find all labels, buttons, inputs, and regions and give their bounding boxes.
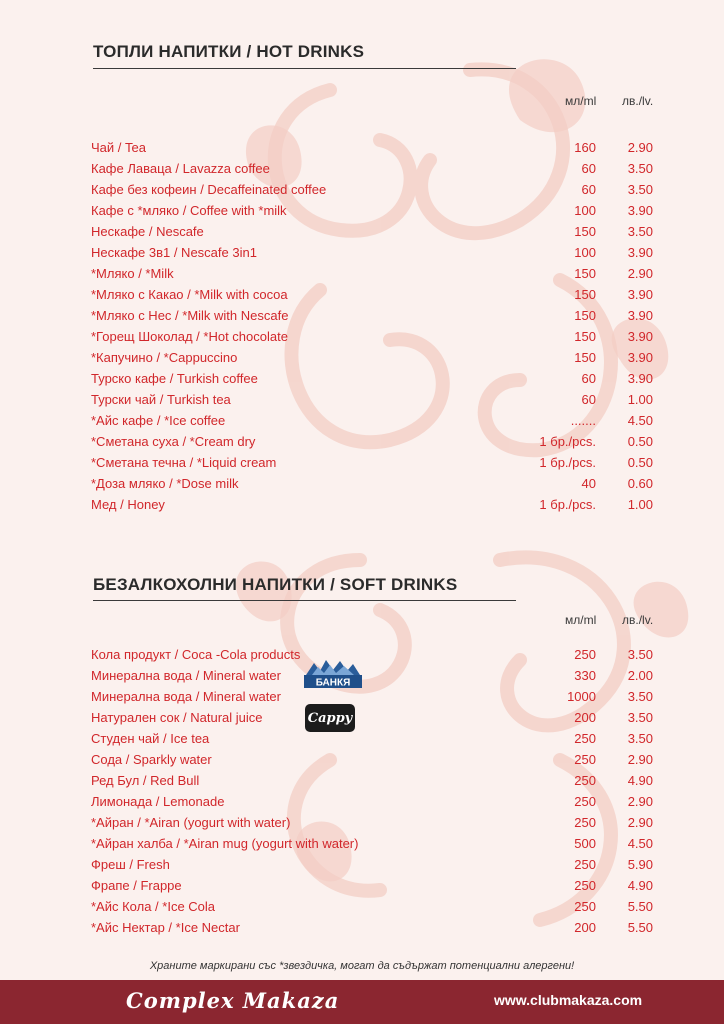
item-price: 4.90: [627, 773, 653, 788]
item-quantity: 150: [574, 350, 596, 365]
item-name: Студен чай / Ice tea: [91, 731, 210, 746]
menu-row: [0, 836, 724, 857]
bankya-logo-text: БАНКЯ: [315, 677, 351, 689]
soft-drinks-title: БЕЗАЛКОХОЛНИ НАПИТКИ / SOFT DRINKS: [93, 575, 458, 594]
item-name: Лимонада / Lemonade: [91, 794, 225, 809]
item-name: Сода / Sparkly water: [91, 752, 212, 767]
menu-row: [0, 245, 724, 266]
item-name: *Айс Кола / *Ice Cola: [91, 899, 216, 914]
cappy-logo: Cappy: [305, 704, 355, 732]
menu-row: [0, 455, 724, 476]
item-quantity: 60: [581, 182, 596, 197]
item-price: 3.90: [627, 287, 653, 302]
item-name: Минерална вода / Mineral water: [91, 689, 281, 704]
item-name: *Капучино / *Cappuccino: [91, 350, 238, 365]
item-name: *Доза мляко / *Dose milk: [91, 476, 239, 491]
item-price: 5.50: [627, 920, 653, 935]
soft-drinks-price-header: лв./lv.: [622, 613, 654, 627]
item-quantity: 200: [574, 920, 596, 935]
item-quantity: 250: [574, 731, 596, 746]
item-name: Турски чай / Turkish tea: [91, 392, 231, 407]
item-quantity: 1 бр./pcs.: [539, 455, 596, 470]
item-price: 1.00: [627, 497, 653, 512]
item-quantity: 150: [574, 287, 596, 302]
brand-name: Complex Makaza: [126, 988, 340, 1013]
item-price: 5.50: [627, 899, 653, 914]
hot-drinks-title: ТОПЛИ НАПИТКИ / HOT DRINKS: [93, 42, 365, 61]
item-price: 3.90: [627, 203, 653, 218]
menu-row: [0, 731, 724, 752]
item-name: Кафе с *мляко / Coffee with *milk: [91, 203, 287, 218]
item-name: Кола продукт / Coca -Cola products: [91, 647, 301, 662]
menu-row: [0, 497, 724, 518]
item-name: *Мляко / *Milk: [91, 266, 174, 281]
menu-row: [0, 287, 724, 308]
item-quantity: 1000: [567, 689, 596, 704]
item-name: Нескафе 3в1 / Nescafe 3in1: [91, 245, 257, 260]
item-price: 2.90: [627, 266, 653, 281]
item-quantity: 250: [574, 878, 596, 893]
item-name: Турско кафе / Turkish coffee: [91, 371, 258, 386]
item-quantity: 150: [574, 329, 596, 344]
item-price: 2.00: [627, 668, 653, 683]
item-quantity: 250: [574, 752, 596, 767]
menu-row: [0, 413, 724, 434]
menu-row: [0, 878, 724, 899]
bankya-logo: [304, 657, 362, 691]
hot-drinks-price-header: лв./lv.: [622, 94, 654, 108]
menu-row: [0, 773, 724, 794]
item-name: *Сметана течна / *Liquid cream: [91, 455, 277, 470]
item-name: Фрапе / Frappe: [91, 878, 182, 893]
item-price: 3.90: [627, 245, 653, 260]
item-price: 0.50: [627, 455, 653, 470]
item-price: 3.90: [627, 329, 653, 344]
item-quantity: 60: [581, 161, 596, 176]
item-name: *Айс Нектар / *Ice Nectar: [91, 920, 240, 935]
soft-drinks-qty-header: мл/ml: [565, 613, 597, 627]
item-quantity: 160: [574, 140, 596, 155]
menu-row: [0, 899, 724, 920]
item-price: 0.50: [627, 434, 653, 449]
item-name: *Горещ Шоколад / *Hot chocolate: [91, 329, 288, 344]
hot-drinks-divider: [93, 68, 516, 69]
item-price: 4.50: [627, 836, 653, 851]
item-quantity: 250: [574, 647, 596, 662]
item-name: *Мляко с Нес / *Milk with Nescafe: [91, 308, 289, 323]
item-name: Мед / Honey: [91, 497, 165, 512]
menu-row: [0, 647, 724, 668]
item-quantity: 100: [574, 245, 596, 260]
item-name: Минерална вода / Mineral water: [91, 668, 281, 683]
menu-row: [0, 329, 724, 350]
item-quantity: 250: [574, 794, 596, 809]
footer-bar: [0, 980, 724, 1024]
item-price: 3.50: [627, 689, 653, 704]
menu-row: [0, 668, 724, 689]
item-quantity: 250: [574, 773, 596, 788]
item-name: *Айран халба / *Airan mug (yogurt with water): [91, 836, 359, 851]
item-price: 0.60: [627, 476, 653, 491]
menu-row: [0, 203, 724, 224]
menu-row: [0, 350, 724, 371]
item-quantity: 250: [574, 899, 596, 914]
item-price: 5.90: [627, 857, 653, 872]
item-name: *Айран / *Airan (yogurt with water): [91, 815, 291, 830]
item-name: Кафе без кофеин / Decaffeinated coffee: [91, 182, 327, 197]
item-name: Кафе Лаваца / Lavazza coffee: [91, 161, 270, 176]
hot-drinks-qty-header: мл/ml: [565, 94, 597, 108]
item-price: 2.90: [627, 752, 653, 767]
item-quantity: .......: [570, 413, 596, 428]
allergen-note: Храните маркирани със *звездичка, могат да съдържат потенциални алергени!: [149, 960, 575, 972]
website-url: www.clubmakaza.com: [494, 992, 643, 1008]
menu-row: [0, 815, 724, 836]
item-quantity: 60: [581, 392, 596, 407]
menu-row: [0, 182, 724, 203]
item-price: 3.90: [627, 308, 653, 323]
item-name: Фреш / Fresh: [91, 857, 170, 872]
item-price: 3.50: [627, 731, 653, 746]
soft-drinks-divider: [93, 600, 516, 601]
menu-row: [0, 392, 724, 413]
menu-row: [0, 224, 724, 245]
item-price: 3.90: [627, 350, 653, 365]
item-quantity: 150: [574, 308, 596, 323]
item-price: 2.90: [627, 140, 653, 155]
item-price: 2.90: [627, 794, 653, 809]
menu-row: [0, 308, 724, 329]
item-price: 4.90: [627, 878, 653, 893]
item-quantity: 150: [574, 266, 596, 281]
menu-row: [0, 476, 724, 497]
item-quantity: 1 бр./pcs.: [539, 434, 596, 449]
item-price: 3.50: [627, 224, 653, 239]
item-quantity: 330: [574, 668, 596, 683]
menu-row: [0, 266, 724, 287]
menu-row: [0, 434, 724, 455]
item-price: 3.50: [627, 161, 653, 176]
item-name: *Мляко с Какао / *Milk with cocoa: [91, 287, 288, 302]
item-name: *Айс кафе / *Ice coffee: [91, 413, 226, 428]
menu-row: [0, 710, 724, 731]
item-price: 2.90: [627, 815, 653, 830]
item-name: *Сметана суха / *Cream dry: [91, 434, 256, 449]
menu-row: [0, 161, 724, 182]
item-price: 3.50: [627, 182, 653, 197]
item-quantity: 500: [574, 836, 596, 851]
item-price: 1.00: [627, 392, 653, 407]
item-quantity: 60: [581, 371, 596, 386]
item-price: 3.50: [627, 647, 653, 662]
menu-row: [0, 371, 724, 392]
item-quantity: 250: [574, 815, 596, 830]
menu-row: [0, 920, 724, 941]
item-price: 4.50: [627, 413, 653, 428]
item-name: Натурален сок / Natural juice: [91, 710, 263, 725]
item-quantity: 150: [574, 224, 596, 239]
item-price: 3.90: [627, 371, 653, 386]
item-quantity: 40: [581, 476, 596, 491]
item-quantity: 250: [574, 857, 596, 872]
item-quantity: 200: [574, 710, 596, 725]
menu-row: [0, 689, 724, 710]
menu-row: [0, 752, 724, 773]
item-name: Чай / Tea: [91, 140, 146, 155]
item-name: Нескафе / Nescafe: [91, 224, 204, 239]
menu-row: [0, 140, 724, 161]
menu-row: [0, 794, 724, 815]
item-quantity: 1 бр./pcs.: [539, 497, 596, 512]
item-name: Ред Бул / Red Bull: [91, 773, 200, 788]
menu-row: [0, 857, 724, 878]
item-quantity: 100: [574, 203, 596, 218]
item-price: 3.50: [627, 710, 653, 725]
